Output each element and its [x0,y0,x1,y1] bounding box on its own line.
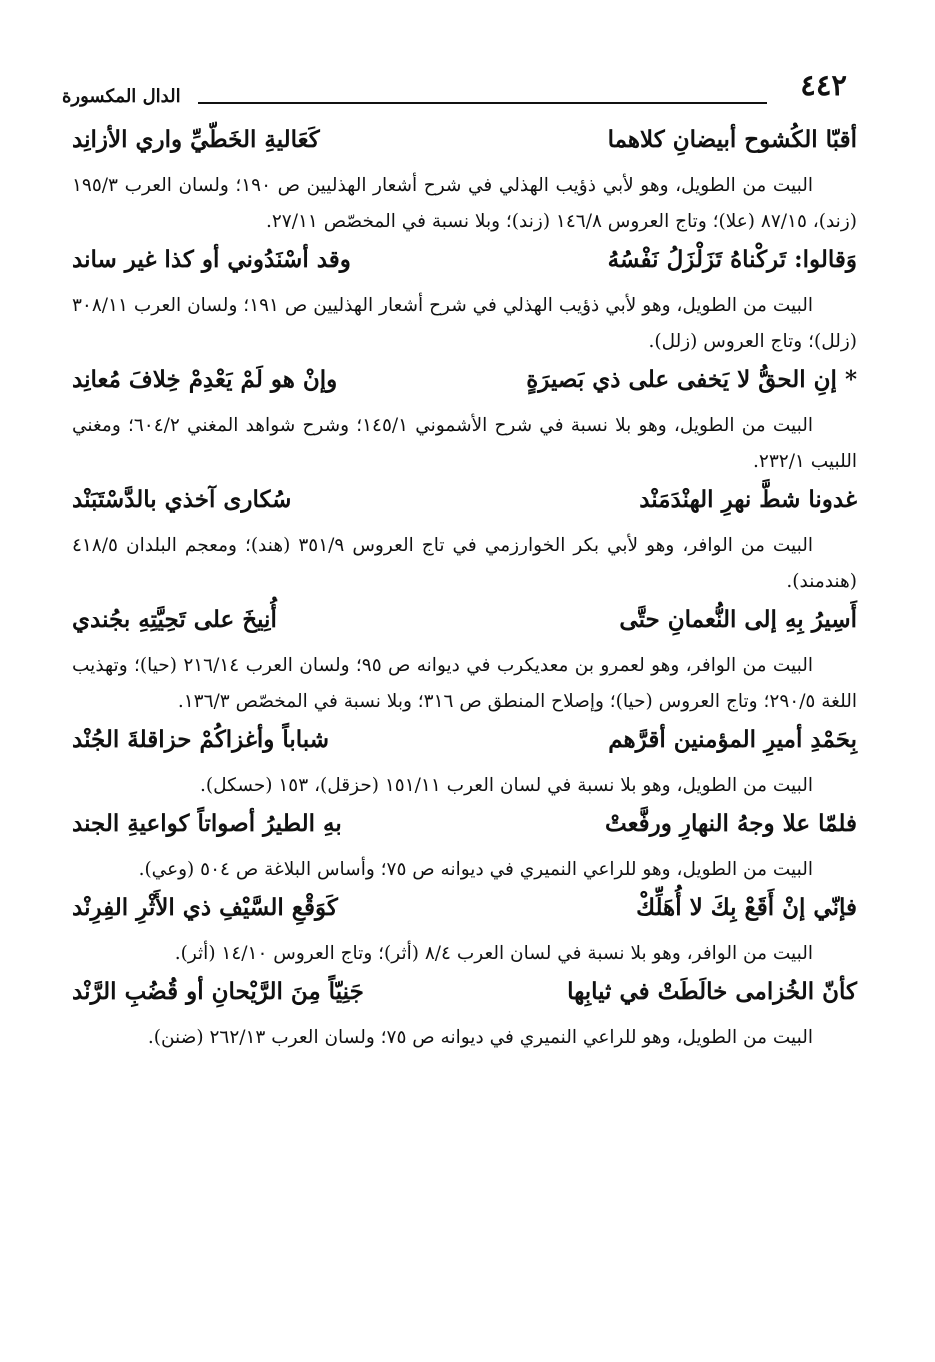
verse-note: البيت من الطويل، وهو بلا نسبة في لسان العرب ١٥١/١١ (حزقل)، ١٥٣ (حسكل). [200,775,813,796]
first-hemistich: بِحَمْدِ أميرِ المؤمنين أقرَّهم [608,726,857,753]
verse-line [72,606,857,646]
first-hemistich: وَقالوا: تَركْناهُ تَزَلْزَلُ نَفْسُهُ [607,246,857,273]
second-hemistich: أُنِيخَ على تَحِيَّتِهِ بجُندي [72,606,277,633]
verse-entry [72,810,857,888]
second-hemistich: وقد أسْنَدُوني أو كذا غير ساند [72,246,351,273]
verse-entry [72,606,857,720]
second-hemistich: شباباً وأغزاكُمْ حزاقلةَ الجُنْد [72,726,330,753]
verse-note: البيت من الطويل، وهو لأبي ذؤيب الهذلي في شرح أشعار الهذليين ص ١٩٠؛ ولسان العرب ١٩٥/٣ (زند)، ٨٧/١٥ (علا)؛ وتاج العروس ١٤٦/٨ (زند)؛ وبلا نسبة في المخصّص ٢٧/١١. [72,175,857,232]
header-rule [198,102,767,104]
verse-note: البيت من الوافر، وهو لعمرو بن معديكرب في ديوانه ص ٩٥؛ ولسان العرب ٢١٦/١٤ (حيا)؛ وتهذيب اللغة ٢٩٠/٥؛ وتاج العروس (حيا)؛ وإصلاح المنطق ص ٣١٦؛ وبلا نسبة في المخصّص ١٣٦/٣. [72,655,857,712]
verse-entry [72,486,857,600]
second-hemistich: جَنِيّاً مِنَ الرَّيْحانِ أو قُضُبِ الرَّنْد [72,978,364,1005]
verse-line [72,810,857,850]
verse-note: البيت من الوافر، وهو لأبي بكر الخوارزمي في تاج العروس ٣٥١/٩ (هند)؛ ومعجم البلدان ٤١٨/٥ (هندمند). [72,535,857,592]
verse-line [72,486,857,526]
second-hemistich: سُكارى آخذي بالدَّسْتَبَنْد [72,486,292,513]
second-hemistich: بهِ الطيرُ أصواتاً كواعيةِ الجند [72,810,342,837]
verse-entry [72,366,857,480]
verse-note: البيت من الطويل، وهو للراعي النميري في ديوانه ص ٧٥؛ وأساس البلاغة ص ٥٠٤ (وعي). [138,859,813,880]
verse-entry [72,246,857,360]
page-number: ٤٤٢ [800,68,847,102]
first-hemistich: أَسِيرُ بِهِ إلى النُّعمانِ حتَّى [619,606,857,633]
verse-note: البيت من الطويل، وهو بلا نسبة في شرح الأشموني ١٤٥/١؛ وشرح شواهد المغني ٦٠٤/٢؛ ومغني اللبيب ٢٣٢/١. [72,415,857,472]
verse-line [72,246,857,286]
verse-entry [72,894,857,972]
verse-entry [72,126,857,240]
second-hemistich: كَوَقْعِ السَّيْفِ ذي الأَثْرِ الفِرِنْد [72,894,338,921]
verse-note: البيت من الطويل، وهو للراعي النميري في ديوانه ص ٧٥؛ ولسان العرب ٢٦٢/١٣ (ضنن). [147,1027,813,1048]
verse-line [72,978,857,1018]
verse-note: البيت من الوافر، وهو بلا نسبة في لسان العرب ٨/٤ (أثر)؛ وتاج العروس ١٤/١٠ (أثر). [174,943,813,964]
verse-line [72,366,857,406]
first-hemistich: غدونا شطَّ نهرِ الهنْدَمَنْد [639,486,857,513]
verse-line [72,894,857,934]
first-hemistich: كأنّ الخُزامى خالَطَتْ في ثيابِها [567,978,857,1005]
first-hemistich: * إنِ الحقُّ لا يَخفى على ذي بَصيرَةٍ [526,366,857,393]
page-content [72,126,857,1062]
verse-entry [72,726,857,804]
running-title: الدال المكسورة [62,86,181,107]
verse-line [72,726,857,766]
first-hemistich: فإنّي إنْ أَقَعْ بِكَ لا أُهَلِّكْ [636,894,857,921]
verse-note: البيت من الطويل، وهو لأبي ذؤيب الهذلي في شرح أشعار الهذليين ص ١٩١؛ ولسان العرب ٣٠٨/١١ (زلل)؛ وتاج العروس (زلل). [72,295,857,352]
first-hemistich: أقبّا الكُشوح أبيضانِ كلاهما [607,126,857,153]
first-hemistich: فلمّا علا وجهُ النهارِ ورفَّعتْ [605,810,857,837]
verse-entry [72,978,857,1056]
second-hemistich: كَعَاليةِ الخَطّيِّ واري الأزانِد [72,126,320,153]
page-header [62,68,847,112]
second-hemistich: وإنْ هو لَمْ يَعْدِمْ خِلافَ مُعانِد [72,366,338,393]
verse-line [72,126,857,166]
